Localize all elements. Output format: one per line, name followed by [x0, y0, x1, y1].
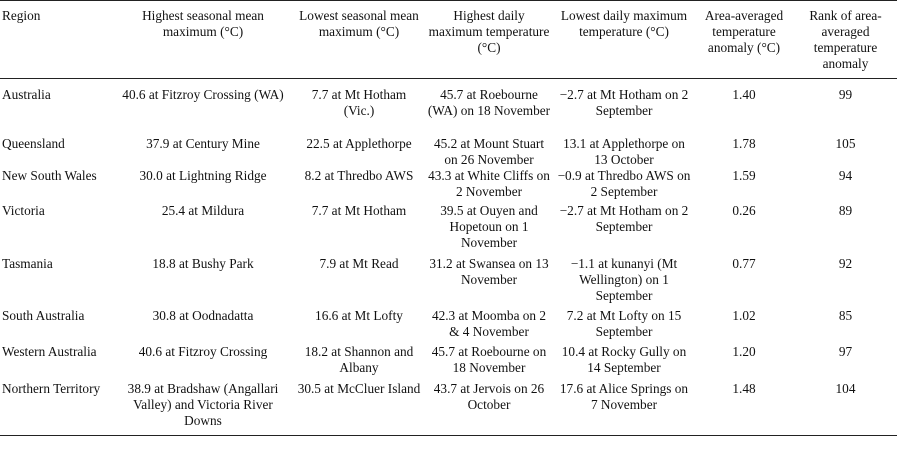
cell-highest-daily: 42.3 at Moomba on 2 & 4 November — [431, 307, 547, 339]
table-row — [0, 381, 897, 436]
cell-highest-seasonal: 37.9 at Century Mine — [146, 135, 260, 151]
cell-anomaly: 1.78 — [732, 135, 756, 151]
cell-highest-seasonal: 40.6 at Fitzroy Crossing — [138, 343, 268, 359]
header-highest-daily-max: Highest daily maximum temperature (°C) — [428, 8, 550, 55]
header-lowest-daily-max: Lowest daily maximum temperature (°C) — [560, 8, 688, 39]
cell-highest-daily: 45.7 at Roebourne (WA) on 18 November — [427, 87, 551, 118]
table-row — [0, 131, 897, 168]
cell-lowest-daily: 10.4 at Rocky Gully on 14 September — [561, 343, 687, 375]
cell-lowest-daily: −1.1 at kunanyi (Mt Wellington) on 1 September — [570, 255, 678, 303]
cell-anomaly: 1.02 — [732, 307, 756, 323]
cell-highest-seasonal: 40.6 at Fitzroy Crossing (WA) — [122, 87, 284, 102]
cell-lowest-seasonal: 7.7 at Mt Hotham (Vic.) — [311, 87, 407, 118]
cell-lowest-daily: 7.2 at Mt Lofty on 15 September — [566, 307, 682, 339]
cell-rank: 92 — [838, 255, 853, 271]
cell-lowest-seasonal: 7.9 at Mt Read — [319, 255, 399, 271]
cell-lowest-seasonal: 16.6 at Mt Lofty — [315, 307, 403, 323]
cell-highest-daily: 45.7 at Roebourne on 18 November — [431, 343, 547, 375]
table-row — [0, 256, 897, 308]
cell-lowest-daily: −2.7 at Mt Hotham on 2 September — [559, 87, 689, 118]
header-row — [0, 1, 897, 79]
cell-anomaly: 1.40 — [732, 87, 756, 102]
cell-rank: 99 — [838, 87, 853, 102]
table-header — [0, 1, 897, 79]
cell-rank: 85 — [838, 307, 853, 323]
cell-anomaly: 1.48 — [732, 380, 756, 396]
cell-lowest-seasonal: 8.2 at Thredbo AWS — [304, 167, 414, 183]
cell-region: Northern Territory — [2, 380, 101, 396]
cell-lowest-daily: 17.6 at Alice Springs on 7 November — [559, 380, 689, 412]
cell-highest-seasonal: 38.9 at Bradshaw (Angallari Valley) and Victoria River Downs — [127, 380, 279, 428]
header-lowest-seasonal-mean-max: Lowest seasonal mean maximum (°C) — [299, 8, 419, 39]
cell-lowest-seasonal: 22.5 at Applethorpe — [306, 135, 412, 151]
table-row — [0, 203, 897, 256]
cell-anomaly: 1.59 — [732, 167, 756, 183]
header-region: Region — [2, 8, 41, 23]
cell-rank: 104 — [835, 380, 856, 396]
header-highest-seasonal-mean-max: Highest seasonal mean maximum (°C) — [142, 8, 264, 39]
cell-highest-seasonal: 18.8 at Bushy Park — [152, 255, 254, 271]
cell-lowest-daily: 13.1 at Applethorpe on 13 October — [563, 135, 685, 167]
cell-region: Victoria — [2, 202, 45, 218]
cell-region: Australia — [2, 87, 51, 102]
cell-rank: 105 — [835, 135, 856, 151]
cell-highest-seasonal: 30.0 at Lightning Ridge — [139, 167, 267, 183]
cell-highest-seasonal: 30.8 at Oodnadatta — [152, 307, 254, 323]
cell-region: New South Wales — [2, 167, 97, 183]
cell-highest-daily: 45.2 at Mount Stuart on 26 November — [433, 135, 545, 167]
cell-region: South Australia — [2, 307, 85, 323]
cell-lowest-daily: −2.7 at Mt Hotham on 2 September — [559, 202, 689, 234]
table-row — [0, 344, 897, 381]
cell-anomaly: 0.77 — [732, 255, 756, 271]
cell-highest-seasonal: 25.4 at Mildura — [161, 202, 245, 218]
cell-anomaly: 0.26 — [732, 202, 756, 218]
cell-highest-daily: 39.5 at Ouyen and Hopetoun on 1 November — [440, 202, 538, 250]
cell-lowest-seasonal: 18.2 at Shannon and Albany — [304, 343, 414, 375]
cell-highest-daily: 43.3 at White Cliffs on 2 November — [428, 167, 550, 199]
cell-region: Queensland — [2, 135, 65, 151]
table-body — [0, 79, 897, 436]
cell-lowest-daily: −0.9 at Thredbo AWS on 2 September — [557, 167, 691, 199]
cell-region: Tasmania — [2, 255, 53, 271]
table-row — [0, 79, 897, 131]
cell-highest-daily: 43.7 at Jervois on 26 October — [433, 380, 545, 412]
cell-highest-daily: 31.2 at Swansea on 13 November — [429, 255, 549, 287]
cell-rank: 89 — [838, 202, 853, 218]
table-row — [0, 168, 897, 203]
cell-anomaly: 1.20 — [732, 343, 756, 359]
cell-region: Western Australia — [2, 343, 97, 359]
cell-rank: 94 — [838, 167, 853, 183]
cell-rank: 97 — [838, 343, 853, 359]
cell-lowest-seasonal: 7.7 at Mt Hotham — [311, 202, 407, 218]
cell-lowest-seasonal: 30.5 at McCluer Island — [297, 380, 421, 396]
table-row — [0, 308, 897, 344]
header-anomaly-rank: Rank of area-averaged temperature anomaly — [809, 8, 882, 71]
header-temperature-anomaly: Area-averaged temperature anomaly (°C) — [704, 8, 784, 55]
